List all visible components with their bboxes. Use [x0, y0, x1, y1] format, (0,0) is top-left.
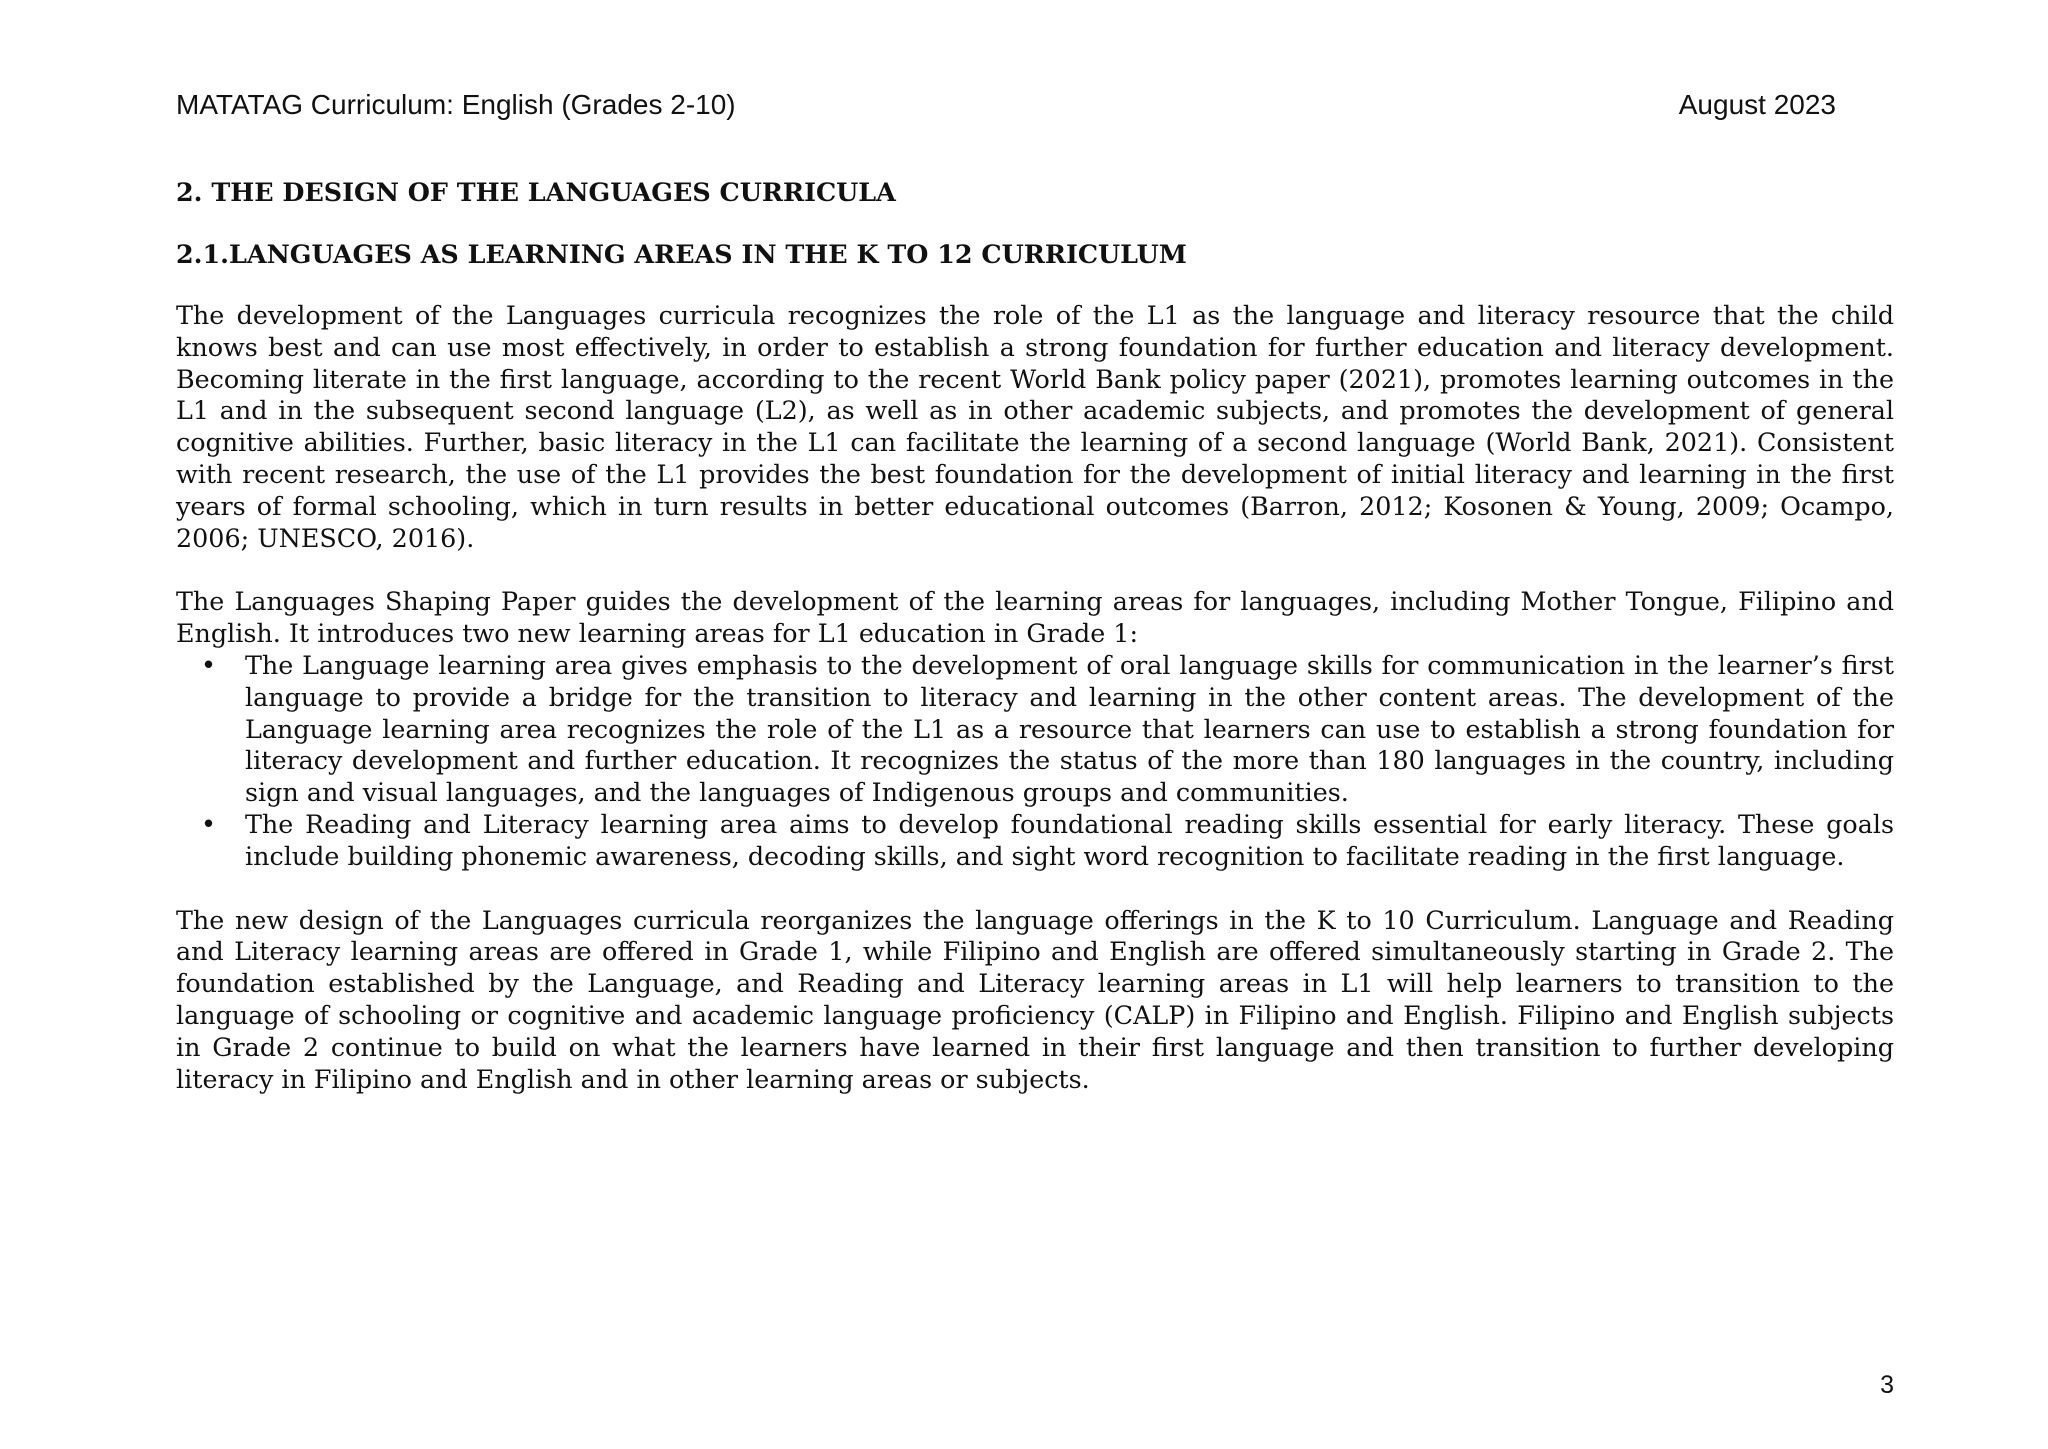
paragraph-spacer [176, 554, 1894, 586]
paragraph-3: The new design of the Languages curricula reorganizes the language offerings in the K to 10 Curriculum. Language and Reading and Literacy learning areas are offered in Grade 1, while Filipino and English are offered simultaneously starting in Grade 2. The foundation established by the Language, and Reading and Literacy learning areas in L1 will help learners to transition to the language of schooling or cognitive and academic language proficiency (CALP) in Filipino and English. Filipino and English subjects in Grade 2 continue to build on what the learners have learned in their first language and then transition to further developing literacy in Filipino and English and in other learning areas or subjects. [176, 904, 1894, 1094]
header-title: MATATAG Curriculum: English (Grades 2-10) [176, 89, 736, 120]
bullet-item-language [176, 650, 1894, 809]
page-content [176, 176, 1894, 1095]
section-heading: 2. THE DESIGN OF THE LANGUAGES CURRICULA [176, 177, 896, 207]
bullet-icon: • [201, 649, 216, 680]
page-number: 3 [1880, 1371, 1894, 1399]
header-date: August 2023 [1678, 89, 1836, 120]
bullet-text: The Reading and Literacy learning area aims to develop foundational reading skills essential for early literacy. These goals include building phonemic awareness, decoding skills, and sight word recognition to facilitate reading in the first language. [245, 808, 1894, 871]
subsection-heading: 2.1.LANGUAGES AS LEARNING AREAS IN THE K TO 12 CURRICULUM [176, 239, 1187, 269]
paragraph-spacer [176, 873, 1894, 905]
paragraph-1: The development of the Languages curricula recognizes the role of the L1 as the language and literacy resource that the child knows best and can use most effectively, in order to establish a strong foundation for further education and literacy development. Becoming literate in the first language, according to the recent World Bank policy paper (2021), promotes learning outcomes in the L1 and in the subsequent second language (L2), as well as in other academic subjects, and promotes the development of general cognitive abilities. Further, basic literacy in the L1 can facilitate the learning of a second language (World Bank, 2021). Consistent with recent research, the use of the L1 provides the best foundation for the development of initial literacy and learning in the first years of formal schooling, which in turn results in better educational outcomes (Barron, 2012; Kosonen & Young, 2009; Ocampo, 2006; UNESCO, 2016). [176, 300, 1894, 553]
bullet-list [176, 650, 1894, 873]
bullet-item-reading-literacy [176, 809, 1894, 873]
bullet-text: The Language learning area gives emphasis to the development of oral language skills for communication in the learner’s first language to provide a bridge for the transition to literacy and learning in the other content areas. The development of the Language learning area recognizes the role of the L1 as a resource that learners can use to establish a strong foundation for literacy development and further education. It recognizes the status of the more than 180 languages in the country, including sign and visual languages, and the languages of Indigenous groups and communities. [245, 649, 1894, 808]
bullet-icon: • [201, 808, 216, 839]
paragraph-2: The Languages Shaping Paper guides the development of the learning areas for languages, including Mother Tongue, Filipino and English. It introduces two new learning areas for L1 education in Grade 1: [176, 586, 1894, 649]
